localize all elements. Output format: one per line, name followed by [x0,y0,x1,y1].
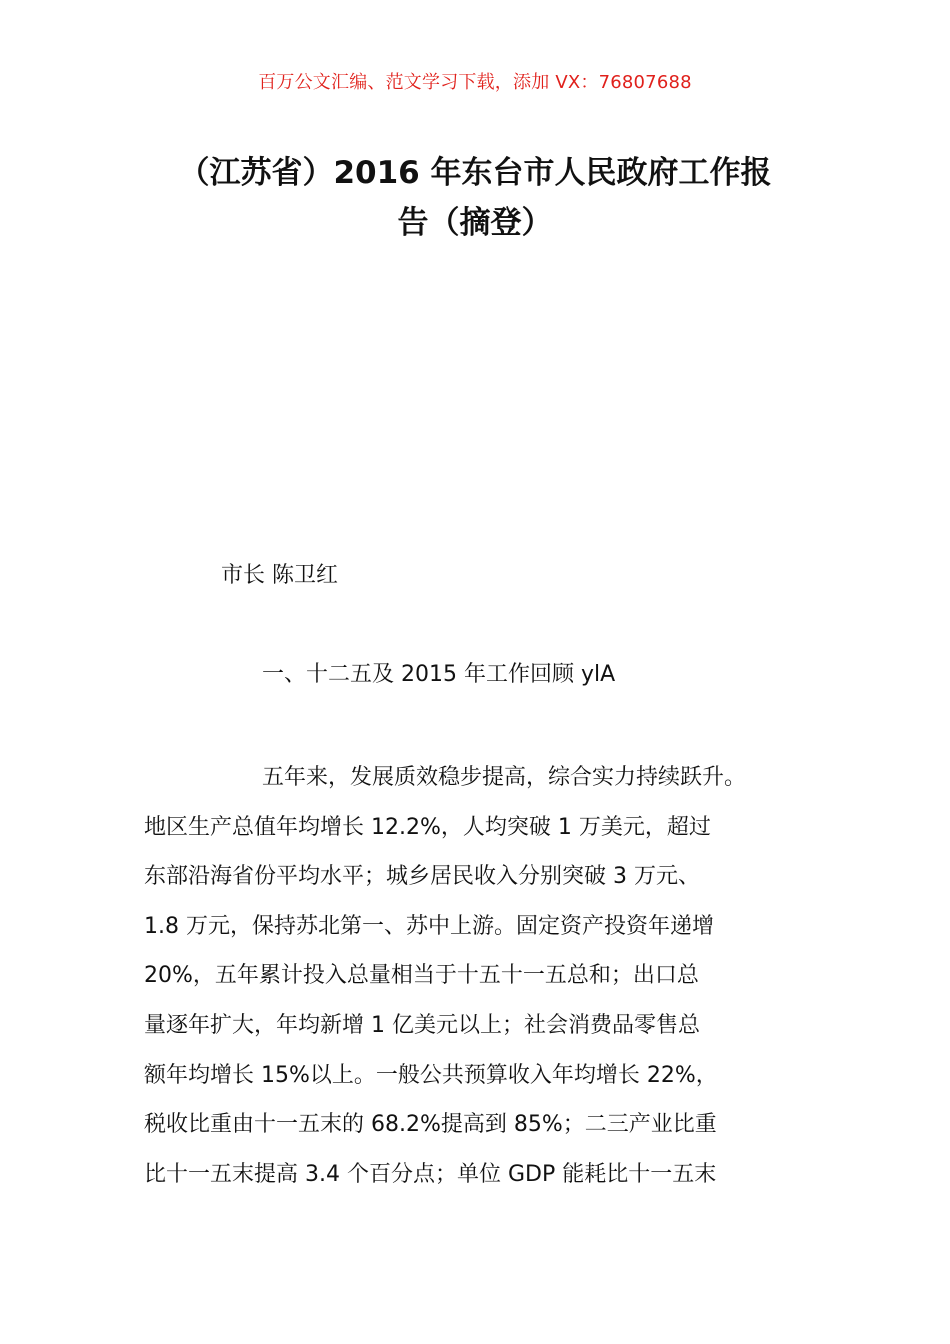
paragraph-line: 地区生产总值年均增长 12.2%，人均突破 1 万美元，超过 [144,814,711,840]
author-line: 市长 陈卫红 [221,563,338,588]
document-title [0,148,950,248]
paragraph-line: 税收比重由十一五末的 68.2%提高到 85%；二三产业比重 [144,1112,717,1138]
body-paragraph [144,753,834,1199]
paragraph-line: 比十一五末提高 3.4 个百分点；单位 GDP 能耗比十一五末 [144,1161,717,1187]
paragraph-line: 1.8 万元，保持苏北第一、苏中上游。固定资产投资年递增 [144,913,714,939]
title-line-2: 告（摘登） [397,205,553,241]
paragraph-line: 量逐年扩大，年均新增 1 亿美元以上；社会消费品零售总 [144,1012,700,1038]
promo-header: 百万公文汇编、范文学习下载，添加 VX：76807688 [258,72,692,93]
paragraph-line: 五年来，发展质效稳步提高，综合实力持续跃升。 [262,765,747,790]
section-heading: 一、十二五及 2015 年工作回顾 ylA [262,662,616,687]
paragraph-line: 20%，五年累计投入总量相当于十五十一五总和；出口总 [144,963,699,989]
paragraph-line: 东部沿海省份平均水平；城乡居民收入分别突破 3 万元、 [144,864,700,890]
title-line-1: （江苏省）2016 年东台市人民政府工作报 [178,155,772,191]
paragraph-line: 额年均增长 15%以上。一般公共预算收入年均增长 22%， [144,1062,718,1088]
